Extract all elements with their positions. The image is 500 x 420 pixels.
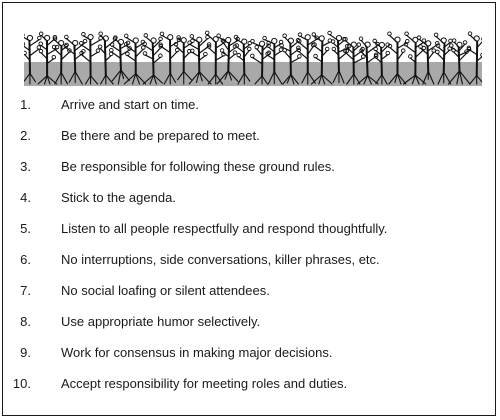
rule-item [3, 157, 483, 177]
rule-item [3, 312, 483, 332]
rule-number: 8. [20, 314, 31, 329]
rule-item [3, 281, 483, 301]
rule-number: 2. [20, 128, 31, 143]
rule-number: 1. [20, 97, 31, 112]
rule-text: Work for consensus in making major decisions. [61, 345, 333, 360]
rule-item [3, 343, 483, 363]
rule-text: No interruptions, side conversations, killer phrases, etc. [61, 252, 380, 267]
rule-number: 3. [20, 159, 31, 174]
rule-text: Be responsible for following these ground rules. [61, 159, 335, 174]
rule-number: 4. [20, 190, 31, 205]
rule-text: Accept responsibility for meeting roles and duties. [61, 376, 348, 391]
rule-item [3, 95, 483, 115]
rule-number: 5. [20, 221, 31, 236]
rule-item [3, 250, 483, 270]
rule-item [3, 188, 483, 208]
rule-text: Be there and be prepared to meet. [61, 128, 260, 143]
rule-item [3, 374, 483, 394]
rule-text: No social loafing or silent attendees. [61, 283, 270, 298]
ground-rules-panel [2, 2, 496, 416]
row-of-trees-illustration [24, 20, 482, 92]
rule-text: Arrive and start on time. [61, 97, 199, 112]
rule-text: Use appropriate humor selectively. [61, 314, 261, 329]
rule-number: 7. [20, 283, 31, 298]
rule-number: 6. [20, 252, 31, 267]
rule-text: Stick to the agenda. [61, 190, 176, 205]
rule-number: 10. [12, 376, 31, 391]
rule-number: 9. [20, 345, 31, 360]
rule-item [3, 126, 483, 146]
rule-item [3, 219, 483, 239]
rule-text: Listen to all people respectfully and respond thoughtfully. [61, 221, 388, 236]
